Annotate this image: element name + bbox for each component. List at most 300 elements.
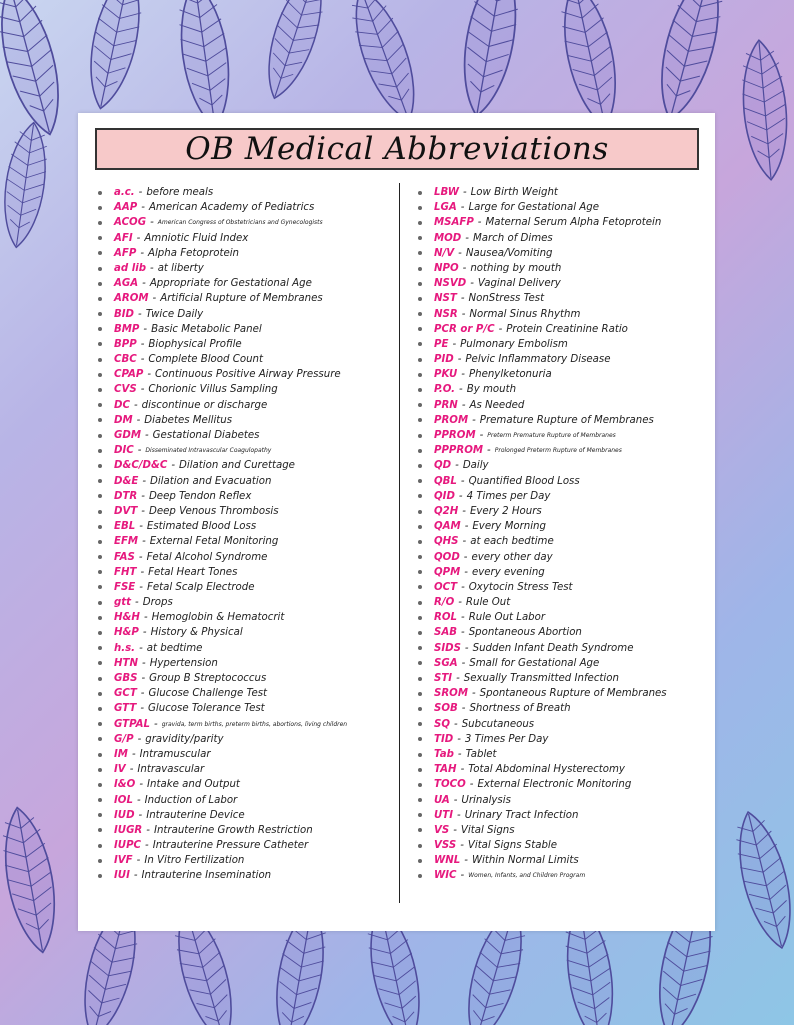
bullet-icon bbox=[418, 570, 422, 574]
definition: before meals bbox=[146, 187, 214, 198]
list-item bbox=[98, 595, 398, 610]
abbreviation: PCR or P/C bbox=[434, 323, 495, 335]
list-item bbox=[418, 231, 713, 246]
list-item bbox=[98, 671, 398, 686]
separator: - bbox=[462, 536, 467, 548]
bullet-icon bbox=[98, 859, 102, 863]
separator: - bbox=[453, 824, 457, 836]
list-item bbox=[98, 868, 398, 883]
definition: Nausea/Vomiting bbox=[465, 247, 553, 259]
bullet-icon bbox=[98, 479, 102, 483]
abbreviation: TOCO bbox=[434, 779, 466, 791]
abbreviation: IUPC bbox=[114, 840, 142, 852]
definition: Large for Gestational Age bbox=[468, 202, 599, 214]
definition: Hemoglobin & Hematocrit bbox=[151, 612, 285, 624]
definition: Intrauterine Device bbox=[146, 809, 245, 821]
abbreviation: VSS bbox=[434, 840, 457, 852]
abbreviation: CVS bbox=[114, 384, 137, 396]
definition: Total Abdominal Hysterectomy bbox=[468, 764, 625, 776]
definition: March of Dimes bbox=[472, 232, 553, 244]
list-item bbox=[98, 474, 398, 489]
definition: Sudden Infant Death Syndrome bbox=[472, 642, 634, 654]
bullet-icon bbox=[98, 434, 102, 438]
bullet-icon bbox=[98, 692, 102, 696]
bullet-icon bbox=[98, 358, 102, 362]
definition: gravidity/parity bbox=[145, 733, 224, 745]
bullet-icon bbox=[98, 342, 102, 346]
definition: Biophysical Profile bbox=[148, 338, 242, 350]
bullet-icon bbox=[418, 874, 422, 878]
definition: gravida, term births, preterm births, abortions, living children bbox=[161, 720, 348, 728]
definition: 3 Times Per Day bbox=[464, 733, 549, 745]
separator: - bbox=[142, 627, 147, 639]
bullet-icon bbox=[418, 297, 422, 301]
definition: Drops bbox=[142, 597, 173, 609]
bullet-icon bbox=[418, 859, 422, 863]
abbreviation: GCT bbox=[114, 688, 137, 700]
bullet-icon bbox=[98, 813, 102, 817]
list-item bbox=[98, 276, 398, 291]
bullet-icon bbox=[418, 251, 422, 255]
abbreviation: FHT bbox=[114, 566, 137, 578]
bullet-icon bbox=[418, 449, 422, 453]
list-item bbox=[98, 610, 398, 625]
definition: Group B Streptococcus bbox=[149, 673, 267, 684]
abbreviation: R/O bbox=[434, 597, 455, 609]
bullet-icon bbox=[418, 677, 422, 681]
bullet-icon bbox=[418, 601, 422, 605]
definition: Glucose Challenge Test bbox=[148, 688, 268, 700]
list-item bbox=[418, 550, 713, 565]
definition: As Needed bbox=[469, 399, 525, 411]
definition: Deep Venous Thrombosis bbox=[148, 505, 279, 517]
bullet-icon bbox=[418, 661, 422, 665]
separator: - bbox=[452, 338, 457, 350]
definition: Appropriate for Gestational Age bbox=[149, 278, 312, 290]
bullet-icon bbox=[418, 221, 422, 225]
bullet-icon bbox=[418, 722, 422, 726]
separator: - bbox=[458, 597, 462, 609]
list-item bbox=[418, 595, 713, 610]
definition: American Academy of Pediatrics bbox=[148, 202, 315, 214]
separator: - bbox=[140, 247, 144, 259]
list-item bbox=[98, 458, 398, 473]
bullet-icon bbox=[418, 737, 422, 741]
separator: - bbox=[460, 475, 465, 487]
bullet-icon bbox=[98, 388, 102, 392]
definition: Vaginal Delivery bbox=[477, 278, 561, 290]
list-item bbox=[418, 777, 713, 792]
separator: - bbox=[129, 764, 134, 776]
abbreviation: QBL bbox=[434, 475, 457, 487]
definition: Gestational Diabetes bbox=[152, 430, 260, 441]
abbreviation: NST bbox=[434, 293, 457, 305]
abbreviation: WNL bbox=[434, 855, 461, 867]
list-item bbox=[98, 489, 398, 504]
separator: - bbox=[142, 657, 146, 669]
separator: - bbox=[460, 870, 465, 882]
abbreviation: a.c. bbox=[114, 187, 135, 198]
separator: - bbox=[462, 262, 467, 274]
abbreviation: STI bbox=[434, 673, 453, 684]
bullet-icon bbox=[418, 312, 422, 316]
abbreviation: SQ bbox=[434, 718, 450, 730]
definition: Maternal Serum Alpha Fetoprotein bbox=[485, 217, 662, 229]
list-item bbox=[418, 352, 713, 367]
list-item bbox=[418, 823, 713, 838]
separator: - bbox=[133, 870, 138, 882]
separator: - bbox=[464, 642, 469, 654]
separator: - bbox=[150, 217, 154, 229]
bullet-icon bbox=[418, 646, 422, 650]
bullet-icon bbox=[98, 737, 102, 741]
right-column-list bbox=[418, 185, 713, 884]
bullet-icon bbox=[98, 844, 102, 848]
list-item bbox=[98, 732, 398, 747]
definition: In Vitro Fertilization bbox=[144, 855, 245, 867]
separator: - bbox=[150, 262, 154, 274]
bullet-icon bbox=[98, 191, 102, 195]
definition: Dilation and Evacuation bbox=[150, 475, 272, 487]
abbreviation: IV bbox=[114, 764, 126, 776]
separator: - bbox=[137, 733, 142, 745]
bullet-icon bbox=[418, 631, 422, 635]
definition: Fetal Scalp Electrode bbox=[146, 581, 255, 593]
list-item bbox=[98, 717, 398, 732]
abbreviation: VS bbox=[434, 824, 450, 836]
list-item bbox=[418, 580, 713, 595]
list-item bbox=[418, 717, 713, 732]
definition: Continuous Positive Airway Pressure bbox=[155, 369, 341, 381]
abbreviation: PROM bbox=[434, 414, 469, 426]
definition: Daily bbox=[462, 460, 489, 472]
definition: Tablet bbox=[465, 748, 497, 760]
definition: Twice Daily bbox=[145, 308, 204, 320]
abbreviation: QAM bbox=[434, 521, 461, 533]
bullet-icon bbox=[98, 722, 102, 726]
definition: Dilation and Curettage bbox=[179, 460, 295, 472]
separator: - bbox=[469, 779, 474, 791]
abbreviation: IUD bbox=[114, 809, 135, 821]
separator: - bbox=[139, 779, 144, 791]
list-item bbox=[418, 307, 713, 322]
bullet-icon bbox=[98, 267, 102, 271]
separator: - bbox=[133, 399, 138, 411]
abbreviation: GTT bbox=[114, 703, 137, 715]
separator: - bbox=[136, 855, 141, 867]
bullet-icon bbox=[98, 555, 102, 559]
definition: Intake and Output bbox=[147, 779, 240, 791]
separator: - bbox=[464, 521, 469, 533]
abbreviation: SAB bbox=[434, 627, 457, 639]
definition: discontinue or discharge bbox=[141, 399, 268, 411]
separator: - bbox=[460, 202, 465, 214]
bullet-icon bbox=[98, 221, 102, 225]
definition: every other day bbox=[471, 551, 553, 563]
abbreviation: OCT bbox=[434, 581, 458, 593]
list-item bbox=[418, 534, 713, 549]
separator: - bbox=[461, 308, 466, 320]
list-item bbox=[98, 853, 398, 868]
list-item bbox=[98, 762, 398, 777]
definition: Basic Metabolic Panel bbox=[151, 323, 262, 335]
bullet-icon bbox=[418, 768, 422, 772]
definition: Spontaneous Rupture of Membranes bbox=[479, 688, 667, 700]
separator: - bbox=[457, 748, 462, 760]
bullet-icon bbox=[418, 434, 422, 438]
list-item bbox=[418, 732, 713, 747]
separator: - bbox=[136, 794, 141, 806]
definition: Artificial Rupture of Membranes bbox=[160, 293, 323, 305]
bullet-icon bbox=[418, 813, 422, 817]
bullet-icon bbox=[418, 616, 422, 620]
bullet-icon bbox=[418, 267, 422, 271]
definition: every evening bbox=[471, 566, 545, 578]
definition: Small for Gestational Age bbox=[469, 657, 600, 669]
separator: - bbox=[140, 688, 145, 700]
definition: Amniotic Fluid Index bbox=[144, 232, 249, 244]
separator: - bbox=[142, 475, 146, 487]
abbreviation: D&E bbox=[114, 475, 139, 487]
list-item bbox=[98, 701, 398, 716]
list-item bbox=[418, 838, 713, 853]
definition: Urinalysis bbox=[461, 794, 511, 806]
abbreviation: AFI bbox=[114, 232, 133, 244]
bullet-icon bbox=[418, 358, 422, 362]
abbreviation: EBL bbox=[114, 521, 136, 533]
bullet-icon bbox=[418, 403, 422, 407]
definition: Normal Sinus Rhythm bbox=[469, 308, 581, 320]
definition: Sexually Transmitted Infection bbox=[463, 673, 619, 684]
separator: - bbox=[457, 354, 462, 366]
list-item bbox=[98, 352, 398, 367]
list-item bbox=[418, 641, 713, 656]
definition: Pulmonary Embolism bbox=[460, 338, 568, 350]
list-item bbox=[418, 686, 713, 701]
abbreviation: H&H bbox=[114, 612, 140, 624]
title-banner bbox=[95, 128, 699, 170]
separator: - bbox=[138, 809, 143, 821]
abbreviation: SGA bbox=[434, 657, 458, 669]
bullet-icon bbox=[98, 510, 102, 514]
abbreviation: PKU bbox=[434, 369, 458, 381]
abbreviation: LGA bbox=[434, 202, 457, 214]
separator: - bbox=[138, 187, 143, 198]
abbreviation: QD bbox=[434, 460, 452, 472]
bullet-icon bbox=[98, 403, 102, 407]
list-item bbox=[418, 853, 713, 868]
list-item bbox=[98, 382, 398, 397]
bullet-icon bbox=[98, 753, 102, 757]
column-divider bbox=[399, 183, 400, 903]
bullet-icon bbox=[98, 236, 102, 240]
separator: - bbox=[460, 764, 465, 776]
separator: - bbox=[461, 703, 466, 715]
bullet-icon bbox=[98, 707, 102, 711]
bullet-icon bbox=[418, 844, 422, 848]
separator: - bbox=[461, 657, 466, 669]
list-item bbox=[418, 656, 713, 671]
abbreviation: MSAFP bbox=[434, 217, 474, 229]
separator: - bbox=[136, 414, 141, 426]
abbreviation: FSE bbox=[114, 581, 136, 593]
definition: Premature Rupture of Membranes bbox=[479, 414, 654, 426]
separator: - bbox=[479, 430, 484, 441]
definition: Diabetes Mellitus bbox=[144, 414, 233, 426]
list-item bbox=[98, 747, 398, 762]
separator: - bbox=[487, 445, 491, 457]
separator: - bbox=[459, 384, 463, 396]
separator: - bbox=[140, 354, 145, 366]
list-item bbox=[98, 565, 398, 580]
list-item bbox=[418, 291, 713, 306]
separator: - bbox=[461, 612, 465, 624]
abbreviation: TID bbox=[434, 733, 454, 745]
separator: - bbox=[453, 794, 458, 806]
bullet-icon bbox=[98, 661, 102, 665]
abbreviation: QHS bbox=[434, 536, 459, 548]
list-item bbox=[418, 671, 713, 686]
abbreviation: P.O. bbox=[434, 384, 456, 396]
definition: Alpha Fetoprotein bbox=[148, 247, 239, 259]
definition: Preterm Premature Rupture of Membranes bbox=[487, 432, 616, 439]
bullet-icon bbox=[418, 828, 422, 832]
bullet-icon bbox=[418, 191, 422, 195]
separator: - bbox=[455, 460, 459, 472]
bullet-icon bbox=[418, 585, 422, 589]
bullet-icon bbox=[98, 418, 102, 422]
abbreviation: EFM bbox=[114, 536, 139, 548]
bullet-icon bbox=[418, 555, 422, 559]
list-item bbox=[98, 656, 398, 671]
list-item bbox=[418, 215, 713, 230]
abbreviation: SROM bbox=[434, 688, 468, 700]
bullet-icon bbox=[98, 312, 102, 316]
bullet-icon bbox=[418, 494, 422, 498]
abbreviation: NSVD bbox=[434, 278, 467, 290]
separator: - bbox=[461, 627, 465, 639]
abbreviation: QPM bbox=[434, 566, 461, 578]
definition: Intramuscular bbox=[139, 748, 211, 760]
separator: - bbox=[154, 718, 158, 730]
abbreviation: DVT bbox=[114, 505, 138, 517]
separator: - bbox=[147, 369, 152, 381]
abbreviation: SIDS bbox=[434, 642, 461, 654]
list-item bbox=[98, 291, 398, 306]
list-item bbox=[418, 489, 713, 504]
separator: - bbox=[457, 733, 461, 745]
list-item bbox=[418, 382, 713, 397]
bullet-icon bbox=[98, 464, 102, 468]
bullet-icon bbox=[418, 282, 422, 286]
bullet-icon bbox=[418, 236, 422, 240]
definition: Disseminated Intravascular Coagulopathy bbox=[145, 447, 272, 455]
definition: Intrauterine Pressure Catheter bbox=[152, 840, 309, 852]
list-item bbox=[418, 747, 713, 762]
list-item bbox=[98, 534, 398, 549]
list-item bbox=[98, 793, 398, 808]
abbreviation: QID bbox=[434, 490, 455, 502]
abbreviation: FAS bbox=[114, 551, 135, 563]
separator: - bbox=[464, 566, 468, 578]
abbreviation: QOD bbox=[434, 551, 460, 563]
list-item bbox=[418, 625, 713, 640]
bullet-icon bbox=[98, 677, 102, 681]
bullet-icon bbox=[418, 783, 422, 787]
definition: NonStress Test bbox=[468, 293, 545, 305]
bullet-icon bbox=[98, 206, 102, 210]
bullet-icon bbox=[98, 449, 102, 453]
definition: Glucose Tolerance Test bbox=[148, 703, 265, 715]
bullet-icon bbox=[98, 251, 102, 255]
list-item bbox=[98, 322, 398, 337]
bullet-icon bbox=[98, 631, 102, 635]
abbreviation: ad lib bbox=[114, 262, 146, 274]
bullet-icon bbox=[98, 570, 102, 574]
abbreviation: D&C/D&C bbox=[114, 460, 168, 472]
bullet-icon bbox=[418, 479, 422, 483]
definition: Vital Signs Stable bbox=[467, 840, 558, 852]
list-item bbox=[98, 504, 398, 519]
separator: - bbox=[171, 460, 176, 472]
list-item bbox=[418, 474, 713, 489]
separator: - bbox=[477, 217, 482, 229]
definition: Vital Signs bbox=[460, 824, 515, 836]
list-item bbox=[98, 337, 398, 352]
bullet-icon bbox=[98, 798, 102, 802]
bullet-icon bbox=[98, 282, 102, 286]
list-item bbox=[98, 823, 398, 838]
separator: - bbox=[136, 232, 141, 244]
abbreviation: IUGR bbox=[114, 824, 143, 836]
abbreviation: AROM bbox=[114, 293, 149, 305]
separator: - bbox=[140, 338, 145, 350]
list-item bbox=[418, 701, 713, 716]
separator: - bbox=[131, 748, 136, 760]
list-item bbox=[98, 185, 398, 200]
bullet-icon bbox=[418, 342, 422, 346]
list-item bbox=[418, 322, 713, 337]
list-item bbox=[98, 200, 398, 215]
list-item bbox=[418, 413, 713, 428]
abbreviation: DTR bbox=[114, 490, 138, 502]
abbreviation: gtt bbox=[114, 597, 132, 609]
definition: Prolonged Preterm Rupture of Membranes bbox=[494, 447, 622, 455]
separator: - bbox=[144, 430, 149, 441]
list-item bbox=[418, 337, 713, 352]
separator: - bbox=[461, 369, 465, 381]
definition: Estimated Blood Loss bbox=[146, 521, 257, 533]
bullet-icon bbox=[98, 783, 102, 787]
definition: Rule Out bbox=[465, 597, 511, 609]
bullet-icon bbox=[98, 616, 102, 620]
left-column-list bbox=[98, 185, 398, 884]
abbreviation: ROL bbox=[434, 612, 457, 624]
definition: Chorionic Villus Sampling bbox=[148, 384, 278, 396]
separator: - bbox=[141, 673, 146, 684]
list-item bbox=[98, 261, 398, 276]
definition: Women, Infants, and Children Program bbox=[468, 872, 586, 880]
abbreviation: CBC bbox=[114, 354, 137, 366]
separator: - bbox=[141, 202, 145, 214]
definition: History & Physical bbox=[150, 627, 243, 639]
list-item bbox=[418, 246, 713, 261]
abbreviation: G/P bbox=[114, 733, 134, 745]
separator: - bbox=[461, 581, 465, 593]
bullet-icon bbox=[418, 510, 422, 514]
abbreviation: PE bbox=[434, 338, 449, 350]
list-item bbox=[98, 777, 398, 792]
